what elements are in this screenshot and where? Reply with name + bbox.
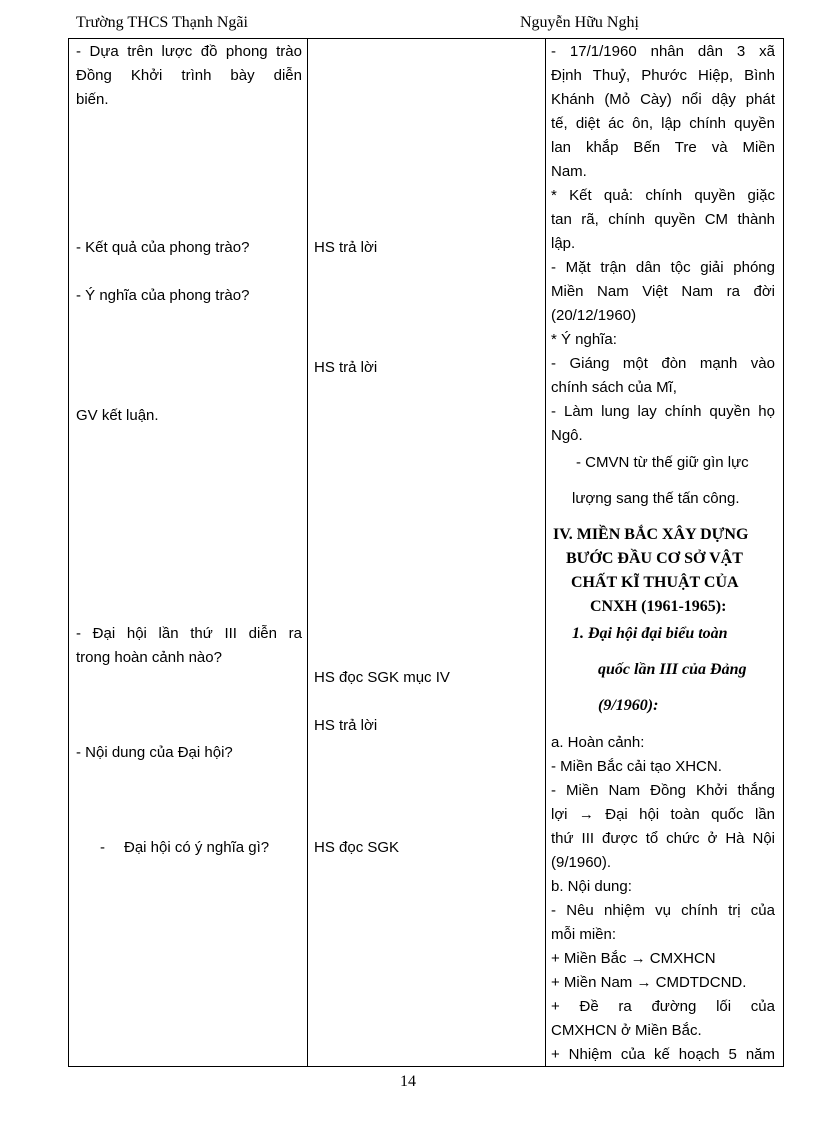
question-1-line-1: - Dựa trên lược đồ phong trào	[76, 43, 302, 60]
question-1-line-3: biến.	[76, 91, 109, 108]
content-line-9: lập.	[551, 235, 576, 252]
header-school: Trường THCS Thạnh Ngãi	[76, 14, 248, 31]
subsection-1-line-2: quốc lần III của Đảng	[598, 661, 747, 678]
content-line-17: Ngô.	[551, 427, 583, 444]
content-topic-label: b. Nội dung:	[551, 878, 632, 895]
content-line-12: (20/12/1960)	[551, 307, 637, 324]
content-topic-7: + Nhiệm của kế hoạch 5 năm	[551, 1046, 775, 1063]
content-context-5: (9/1960).	[551, 854, 612, 871]
content-line-5: lan khắp Bến Tre và Miền	[551, 139, 775, 156]
subsection-1-line-1: 1. Đại hội đại biểu toàn	[572, 625, 728, 642]
section-heading-line-4: CNXH (1961-1965):	[590, 598, 727, 615]
activity-1: HS trả lời	[314, 239, 378, 256]
content-line-11: Miền Nam Việt Nam ra đời	[551, 283, 775, 300]
content-line-19: lượng sang thế tấn công.	[572, 490, 740, 507]
content-line-2: Định Thuỷ, Phước Hiệp, Bình	[551, 67, 775, 84]
content-topic-2: mỗi miền:	[551, 926, 617, 943]
content-line-3: Khánh (Mỏ Cày) nổi dậy phát	[551, 91, 775, 108]
content-line-7: * Kết quả: chính quyền giặc	[551, 187, 775, 204]
question-3: - Ý nghĩa của phong trào?	[76, 287, 250, 304]
content-line-1: - 17/1/1960 nhân dân 3 xã	[551, 43, 775, 60]
activity-4: HS trả lời	[314, 717, 378, 734]
content-line-13: * Ý nghĩa:	[551, 331, 617, 348]
content-topic-1: - Nêu nhiệm vụ chính trị của	[551, 902, 775, 919]
section-heading-line-2: BƯỚC ĐẦU CƠ SỞ VẬT	[566, 550, 743, 567]
question-2: - Kết quả của phong trào?	[76, 239, 250, 256]
content-context-2: - Miền Nam Đồng Khởi thắng	[551, 782, 775, 799]
activity-3: HS đọc SGK mục IV	[314, 669, 450, 686]
content-topic-4: + Miền Nam → CMDTDCND.	[551, 974, 747, 991]
section-heading-line-3: CHẤT KĨ THUẬT CỦA	[571, 574, 739, 591]
content-line-18: - CMVN từ thế giữ gìn lực	[576, 454, 749, 471]
header-author: Nguyễn Hữu Nghị	[520, 14, 639, 31]
content-context-1: - Miền Bắc cải tạo XHCN.	[551, 758, 722, 775]
content-context-3: lợi → Đại hội toàn quốc lần	[551, 806, 775, 823]
content-line-15: chính sách của Mĩ,	[551, 379, 677, 396]
content-line-10: - Mặt trận dân tộc giải phóng	[551, 259, 775, 276]
section-heading-line-1: IV. MIỀN BẮC XÂY DỰNG	[553, 526, 749, 543]
question-1-line-2: Đồng Khởi trình bày diễn	[76, 67, 302, 84]
subsection-1-line-3: (9/1960):	[598, 697, 659, 714]
column-divider-2	[545, 38, 546, 1067]
content-context-4: thứ III được tổ chức ở Hà Nội	[551, 830, 775, 847]
content-line-8: tan rã, chính quyền CM thành	[551, 211, 775, 228]
content-topic-6: CMXHCN ở Miền Bắc.	[551, 1022, 702, 1039]
question-5-line-2: trong hoàn cảnh nào?	[76, 649, 222, 666]
content-topic-5: + Đề ra đường lối của	[551, 998, 775, 1015]
question-5-line-1: - Đại hội lần thứ III diễn ra	[76, 625, 302, 642]
question-6: - Nội dung của Đại hội?	[76, 744, 233, 761]
question-7: Đại hội có ý nghĩa gì?	[124, 839, 270, 856]
page-number: 14	[400, 1073, 416, 1090]
content-line-6: Nam.	[551, 163, 587, 180]
activity-5: HS đọc SGK	[314, 839, 400, 856]
question-4: GV kết luận.	[76, 407, 159, 424]
content-topic-3: + Miền Bắc → CMXHCN	[551, 950, 716, 967]
column-divider-1	[307, 38, 308, 1067]
content-line-16: - Làm lung lay chính quyền họ	[551, 403, 775, 420]
content-line-14: - Giáng một đòn mạnh vào	[551, 355, 775, 372]
content-line-4: tế, diệt ác ôn, lập chính quyền	[551, 115, 775, 132]
content-context-label: a. Hoàn cảnh:	[551, 734, 645, 751]
activity-2: HS trả lời	[314, 359, 378, 376]
question-7-dash: -	[100, 839, 105, 856]
